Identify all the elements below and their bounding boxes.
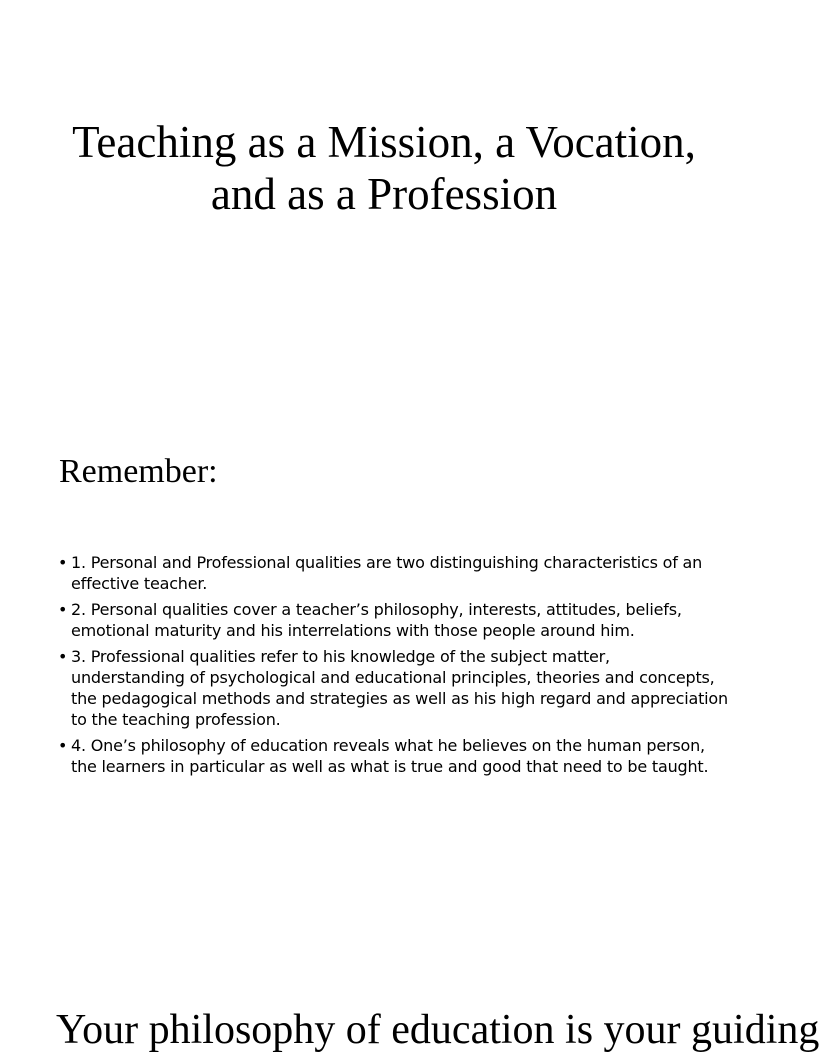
bullet-dot-icon: • bbox=[58, 553, 68, 572]
bullet-item bbox=[58, 735, 728, 777]
bullet-dot-icon: • bbox=[58, 736, 68, 755]
bullet-dot-icon: • bbox=[58, 647, 68, 666]
bullet-text: 3. Professional qualities refer to his knowledge of the subject matter, understanding of psychological and educational principles, theories and concepts, the pedagogical methods and strategies as well as his high regard and appreciation to the teaching profession. bbox=[71, 647, 728, 729]
next-slide-title-partial: Your philosophy of education is your guiding bbox=[56, 1007, 819, 1053]
bullet-item bbox=[58, 646, 728, 730]
remember-bullet-list bbox=[58, 552, 728, 782]
bullet-text: 4. One’s philosophy of education reveals what he believes on the human person, the learners in particular as well as what is true and good that need to be taught. bbox=[71, 736, 709, 776]
slide-title bbox=[0, 0, 768, 410]
bullet-dot-icon: • bbox=[58, 600, 68, 619]
bullet-item bbox=[58, 552, 728, 594]
bullet-text: 2. Personal qualities cover a teacher’s philosophy, interests, attitudes, beliefs, emotional maturity and his interrelations with those people around him. bbox=[71, 600, 682, 640]
bullet-item bbox=[58, 599, 728, 641]
remember-heading: Remember: bbox=[59, 453, 218, 490]
slide-title-text: Teaching as a Mission, a Vocation, and as a Profession bbox=[72, 117, 696, 219]
bullet-text: 1. Personal and Professional qualities are two distinguishing characteristics of an effective teacher. bbox=[71, 553, 703, 593]
